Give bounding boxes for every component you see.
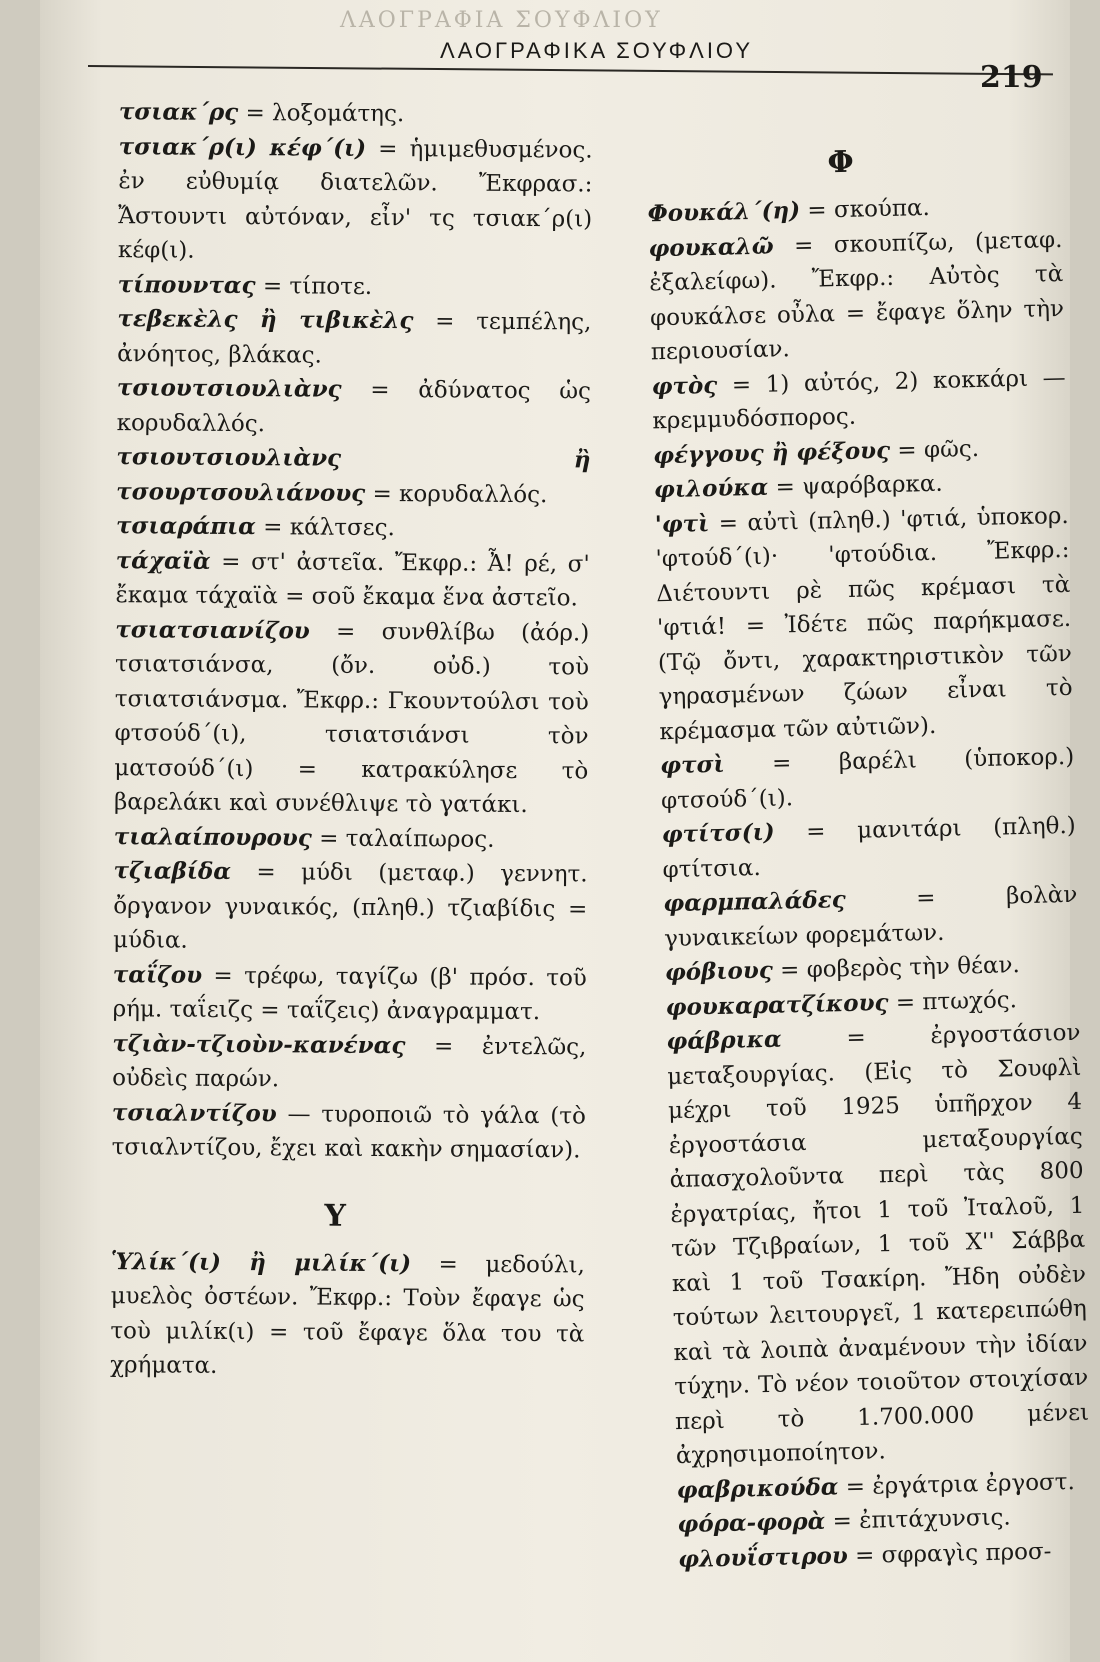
right-entries [621,188,1092,1578]
dictionary-entry [628,498,1073,749]
entry-definition: = συνθλίβω (ἀόρ.) τσιατσιάνσα, (ὄν. οὐδ.) τοὺ τσιατσιάνσμα. Ἔκφρ.: Γκουντούλσι τοὺ φτσούδ΄(ι), τσιατσιάνσι τὸν ματσούδ΄(ι) = κατρακύλησε τὸ βαρελάκι καὶ συνέθλιψε τὸ γατάκι. [113,618,590,819]
dictionary-entry [87,854,588,961]
dictionary-entry [625,360,1066,439]
dictionary-entry [634,740,1075,819]
entry-headword: φιλούκα [653,473,769,504]
entry-headword: τίπουντας [117,270,256,299]
dictionary-entry [622,222,1065,370]
entry-headword: 'φτὶ [654,509,710,538]
entry-headword: Φουκάλ΄(η) [647,196,801,228]
entry-headword: ταΐζου [112,960,203,989]
entry-headword: τάχαϊὰ [115,546,211,575]
book-page [40,0,1090,1662]
entry-definition: = ἀδύνατος ὡς κορυδαλλός. [116,376,592,437]
entry-definition: = κάλτσες. [255,514,395,542]
dictionary-entry [91,302,591,374]
dictionary-entry [93,95,593,133]
dictionary-entry [92,267,592,305]
entry-headword: φουκαρατζίκους [665,988,889,1021]
dictionary-entry [84,1244,585,1385]
entry-headword: τσιακ΄ρς [118,98,239,127]
entry-headword: τσιακ΄ρ(ι) κέφ΄(ι) [118,132,367,162]
letter-heading-u: Υ [324,1198,347,1234]
entry-headword: τσιουτσιουλιὰνς ἢ τσουρτσουλιάνους [116,443,591,507]
left-column [84,95,593,1386]
entry-headword: τσιουτσιουλιὰνς [116,374,342,403]
entry-headword: φτὸς [651,371,718,400]
entry-definition: = πτωχός. [888,986,1018,1016]
entry-definition: = ἐργοστάσιον μεταξουργίας. (Εἰς τὸ Σουφλὶ μέχρι τοῦ 1925 ὑπῆρχον 4 ἐργοστάσια μεταξουργίας ἀπασχολοῦντα περὶ τὰς 800 ἐργατρίας, ἤτοι 1 τοῦ Ἰταλοῦ, 1 τῶν Τζιβραίων, 1 τοῦ Χ'' Σάββα καὶ 1 τοῦ Τσακίρη. Ἤδη οὐδὲν τούτων λειτουργεῖ, 1 κατερειπώθη καὶ τὰ λοιπὰ ἀναμένουν τὴν ἰδίαν τύχην. Τὸ νέον τοιοῦτον στοιχίσαν περὶ τὸ 1.700.000 μένει ἀχρησιμοποίητον. [667,1019,1090,1470]
entry-definition: = τρέφω, ταγίζω (β' πρόσ. τοῦ ρήμ. ταΐειζς = ταΐζεις) ἀναγραμματ. [112,962,587,1026]
entry-definition: = τεμπέλης, ἀνόητος, βλάκας. [117,308,592,369]
entry-definition: = σκούπα. [799,194,931,224]
entry-definition: = βαρέλι (ὑποκορ.) φτσούδ΄(ι). [660,743,1075,814]
entry-definition: = φοβερὸς τὴν θέαν. [772,952,1021,984]
entry-headword: τιαλαίπουρους [113,822,312,852]
dictionary-entry [88,819,588,857]
entry-headword: φτίτσ(ι) [661,818,775,849]
entry-definition: = αὐτὶ (πληθ.) 'φτιά, ὑποκορ. 'φτούδ΄(ι)· 'φτούδια. Ἔκφρ.: Διέτουντι ρὲ πῶς κρέμασι τὰ 'φτιά! = Ἰδέτε πῶς παρήκμασε. (Τῷ ὄντι, χαρακτηριστικὸν τῶν γηρασμένων ζώων εἶναι τὸ κρέμασμα τῶν αὐτιῶν). [655,502,1073,745]
entry-headword: φουκαλῶ [648,232,774,262]
dictionary-entry [86,1095,586,1167]
dictionary-entry [88,612,589,822]
entry-definition: = φῶς. [889,435,980,464]
right-column [620,128,1093,1578]
entry-headword: φάβρικα [666,1025,782,1056]
entry-definition: = μεδούλι, μυελὸς ὀστέων. Ἔκφρ.: Τοὺν ἔφαγε ὡς τοὺ μιλίκ(ι) = τοῦ ἔφαγε ὅλα του τὰ χρήματα. [110,1250,585,1379]
entry-headword: Ὑλίκ΄(ι) ἢ μιλίκ΄(ι) [110,1247,412,1277]
entry-headword: φλουΐστιρου [677,1541,849,1573]
entry-definition: = ταλαίπωρος. [311,825,495,853]
entry-definition: = μανιτάρι (πληθ.) φτίτσια. [662,812,1077,883]
entry-headword: τσιαράπια [115,512,257,541]
dictionary-entry [92,129,593,270]
dictionary-entry [90,440,590,512]
dictionary-entry [635,809,1076,888]
entry-definition: = τίποτε. [255,272,373,300]
entry-headword: τεβεκὲλς ἢ τιβικὲλς [117,305,414,335]
bleed-through-text: ΛΑΟΓΡΑΦΙΑ ΣΟΥΦΛΙΟΥ [340,8,663,33]
dictionary-entry [640,1016,1090,1474]
left-entries-u [84,1244,585,1385]
left-entries [86,95,593,1168]
entry-headword: φαβρικούδα [676,1472,839,1504]
dictionary-entry [86,957,586,1029]
entry-definition: = ἐπιτάχυνσις. [824,1504,1011,1535]
entry-headword: φόβιους [664,956,774,987]
dictionary-entry [91,371,591,443]
entry-definition: = βολὰν γυναικείων φορεμάτων. [663,881,1078,952]
entry-definition: — τυροποιῶ τὸ γάλα (τὸ τσιαλντίζου, ἔχει καὶ κακὴν σημασίαν). [111,1100,586,1164]
entry-definition: = σκουπίζω, (μεταφ. ἐξαλείφω). Ἔκφρ.: Αὐτὸς τὰ φουκάλσε οὖλα = ἔφαγε ὅλην τὴν περιουσίαν. [649,226,1065,366]
entry-definition: = κορυδαλλός. [365,480,548,508]
entry-headword: τσιατσιανίζου [115,615,310,645]
dictionary-entry [637,878,1078,957]
entry-definition: = σφραγὶς προσ- [847,1538,1052,1569]
dictionary-entry [86,1026,586,1098]
entry-headword: τσιαλντίζου [111,1098,277,1127]
entry-definition: = ἐργάτρια ἐργοστ. [838,1468,1076,1500]
entry-headword: φέγγους ἢ φέξους [652,436,891,469]
entry-definition: = 1) αὐτός, 2) κοκκάρι — κρεμμυδόσπορος. [652,364,1066,435]
entry-headword: τζιαβίδα [113,857,232,885]
entry-headword: φαρμπαλάδες [663,886,846,918]
running-title: ΛΑΟΓΡΑΦΙΚΑ ΣΟΥΦΛΙΟΥ [440,38,754,63]
entry-headword: φτσὶ [659,750,725,780]
entry-definition: = ψαρόβαρκα. [767,470,943,501]
entry-definition: = ἐντελῶς, οὐδεὶς παρών. [112,1032,587,1093]
letter-heading-f: Φ [827,144,855,181]
entry-definition: = ἡμιμεθυσμένος. ἐν εὐθυμίᾳ διατελῶν. Ἔκφρασ.: Ἄστουντι αὐτόναν, εἶν' τς τσιακ΄ρ(ι) κέφ(ι). [117,135,593,264]
entry-definition: = μύδι (μεταφ.) γεννητ. ὄργανον γυναικός, (πληθ.) τζιαβίδις = μύδια. [113,858,588,954]
entry-definition: = στ' ἀστεῖα. Ἔκφρ.: Ἆ! ρέ, σ' ἔκαμα τάχαϊὰ = σοῦ ἔκαμα ἕνα ἀστεῖο. [115,548,590,612]
dictionary-entry [90,509,590,547]
entry-definition: = λοξομάτης. [238,100,405,128]
page-number: 219 [980,60,1043,95]
header-rule [88,65,1053,75]
entry-headword: φόρα-φορὰ [677,1507,826,1539]
entry-headword: τζιὰν-τζιοὺν-κανένας [112,1029,406,1059]
dictionary-entry [89,543,589,615]
